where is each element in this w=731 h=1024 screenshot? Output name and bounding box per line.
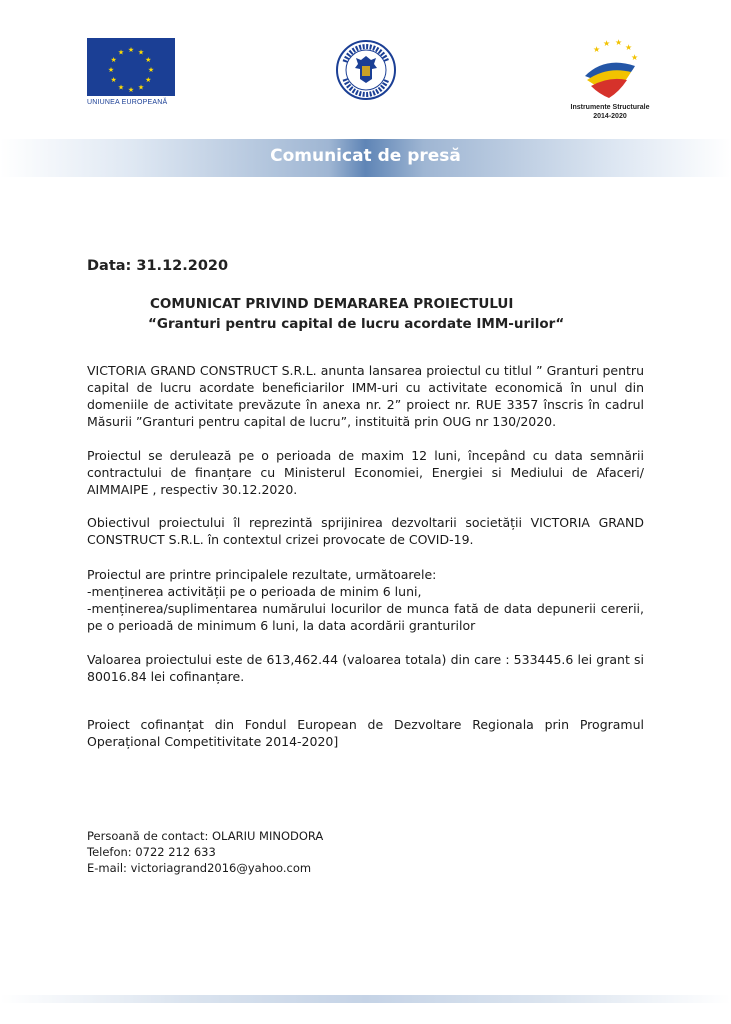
results-intro: Proiectul are printre principalele rezultate, următoarele: <box>87 567 437 582</box>
svg-text:★: ★ <box>147 66 155 74</box>
svg-text:★: ★ <box>145 56 152 64</box>
banner-title: Comunicat de presă <box>270 146 461 166</box>
footer-divider <box>0 995 731 1003</box>
contact-block <box>87 828 323 876</box>
svg-text:★: ★ <box>127 86 135 94</box>
press-release-banner <box>0 139 731 177</box>
paragraph-project-launch: VICTORIA GRAND CONSTRUCT S.R.L. anunta lansarea proiectul cu titlul ” Granturi pentru capital de lucru acordate beneficiarilor IMM-uri cu activitate economică în unul din domeniile de activitate prevăzute în anexa nr. 2” proiect nr. RUE 3357 înscris în cadrul Măsurii ”Granturi pentru capital de lucru”, instituită prin OUG nr 130/2020. <box>87 363 644 429</box>
svg-text:★: ★ <box>117 83 125 92</box>
romania-coat-of-arms-icon <box>335 39 397 101</box>
eu-flag <box>87 38 175 96</box>
result-item-2: -menținerea/suplimentarea numărului locurilor de munca fată de data depunerii cererii, pe o perioadă de minimum 6 luni, la data acordării granturilor <box>87 601 644 633</box>
eu-label: UNIUNEA EUROPEANĂ <box>87 99 168 106</box>
result-item-1: -menținerea activității pe o perioada de minim 6 luni, <box>87 584 422 599</box>
announcement-heading: COMUNICAT PRIVIND DEMARAREA PROIECTULUI <box>150 296 514 312</box>
structural-instruments-logo <box>565 36 655 124</box>
eu-logo <box>87 38 177 110</box>
paragraph-project-value: Valoarea proiectului este de 613,462.44 (valoarea totala) din care : 533445.6 lei grant si 80016.84 lei cofinanțare. <box>87 652 644 684</box>
svg-text:★: ★ <box>110 76 117 84</box>
paragraph-duration: Proiectul se derulează pe o perioada de maxim 12 luni, începând cu data semnării contractului de finanțare cu Ministerul Economiei, Energiei si Mediului de Afaceri/ AIMMAIPE , respectiv 30.12.2020. <box>87 448 644 497</box>
is-label-years: 2014-2020 <box>593 113 627 120</box>
paragraph-objective: Obiectivul proiectului îl reprezintă sprijinirea dezvoltarii societății VICTORIA GRAND CONSTRUCT S.R.L. în contextul crizei provocate de COVID-19. <box>87 515 644 547</box>
contact-phone: Telefon: 0722 212 633 <box>87 845 216 859</box>
svg-text:★: ★ <box>127 46 135 54</box>
release-date: Data: 31.12.2020 <box>87 258 229 274</box>
contact-email: E-mail: victoriagrand2016@yahoo.com <box>87 861 312 875</box>
svg-text:★: ★ <box>145 76 152 84</box>
svg-text:★: ★ <box>615 38 623 47</box>
svg-text:★: ★ <box>603 39 611 48</box>
is-label-title: Instrumente Structurale <box>570 104 650 111</box>
svg-text:★: ★ <box>110 56 117 64</box>
structural-instruments-icon <box>565 36 655 102</box>
svg-text:★: ★ <box>137 83 145 92</box>
svg-text:★: ★ <box>593 45 601 54</box>
paragraph-cofinancing: Proiect cofinanțat din Fondul European de Dezvoltare Regionala prin Programul Operațional Competitivitate 2014-2020] <box>87 717 644 749</box>
project-title: “Granturi pentru capital de lucru acordate IMM-urilor“ <box>148 316 565 332</box>
structural-instruments-label <box>565 103 655 121</box>
svg-text:★: ★ <box>117 48 125 57</box>
eu-stars-icon <box>87 38 175 96</box>
government-seal <box>335 39 397 101</box>
svg-text:★: ★ <box>625 43 633 52</box>
svg-text:★: ★ <box>107 66 115 74</box>
svg-text:★: ★ <box>631 53 639 62</box>
results-list <box>87 566 644 634</box>
contact-person: Persoană de contact: OLARIU MINODORA <box>87 829 324 843</box>
svg-text:★: ★ <box>137 48 145 57</box>
